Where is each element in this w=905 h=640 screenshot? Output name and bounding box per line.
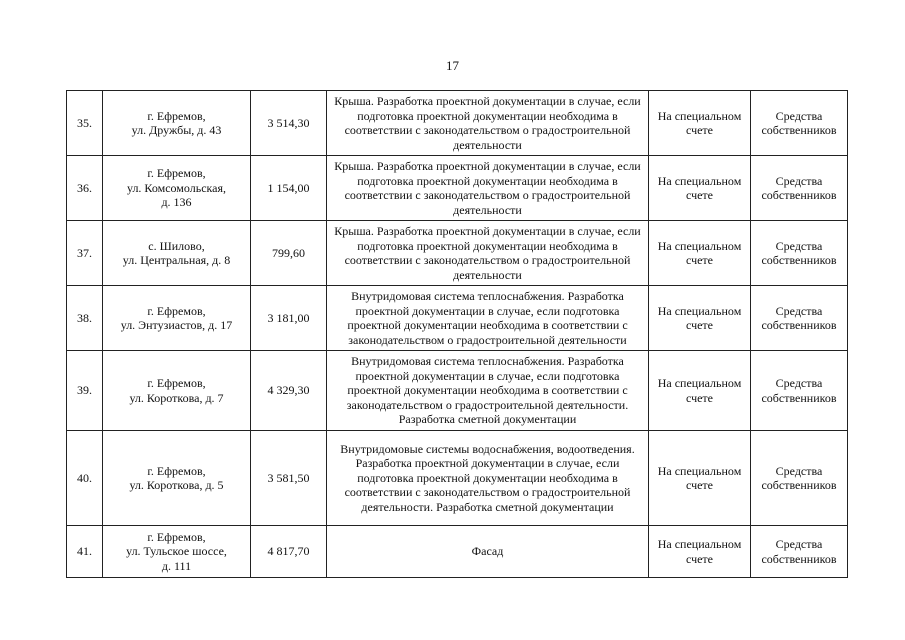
row-number: 39. xyxy=(67,351,103,431)
address-line: г. Ефремов, xyxy=(147,303,206,318)
address-cell xyxy=(103,91,251,156)
row-number: 38. xyxy=(67,286,103,351)
table-row xyxy=(67,221,848,286)
account-cell: На специальном счете xyxy=(649,351,751,431)
funding-cell: Средства собственников xyxy=(751,156,848,221)
address-line: ул. Короткова, д. 7 xyxy=(129,390,224,405)
table-row xyxy=(67,91,848,156)
row-number: 36. xyxy=(67,156,103,221)
address-cell xyxy=(103,286,251,351)
address-line: ул. Дружбы, д. 43 xyxy=(131,123,222,137)
area-cell: 3 514,30 xyxy=(251,91,327,156)
funding-cell: Средства собственников xyxy=(751,351,848,431)
account-cell: На специальном счете xyxy=(649,156,751,221)
address-line: г. Ефремов, xyxy=(147,463,206,478)
address-line: ул. Комсомольская, xyxy=(126,180,227,195)
row-number: 41. xyxy=(67,526,103,578)
area-cell: 1 154,00 xyxy=(251,156,327,221)
work-type-cell: Крыша. Разработка проектной документации в случае, если подготовка проектной документации необходима в соответствии с законодательством о градостроительной деятельности xyxy=(327,156,649,221)
work-type-cell: Внутридомовые системы водоснабжения, водоотведения. Разработка проектной документации в случае, если подготовка проектной документации необходима в соответствии с законодательством о градостроительной деятельности. Разработка сметной документации xyxy=(327,431,649,526)
address-line: ул. Короткова, д. 5 xyxy=(129,478,224,492)
table-row xyxy=(67,286,848,351)
account-cell: На специальном счете xyxy=(649,221,751,286)
address-line: г. Ефремов, xyxy=(147,108,206,123)
account-cell: На специальном счете xyxy=(649,431,751,526)
area-cell: 4 329,30 xyxy=(251,351,327,431)
work-type-cell: Крыша. Разработка проектной документации в случае, если подготовка проектной документации необходима в соответствии с законодательством о градостроительной деятельности xyxy=(327,91,649,156)
funding-cell: Средства собственников xyxy=(751,91,848,156)
work-type-cell: Крыша. Разработка проектной документации в случае, если подготовка проектной документации необходима в соответствии с законодательством о градостроительной деятельности xyxy=(327,221,649,286)
address-cell xyxy=(103,526,251,578)
page-number: 17 xyxy=(446,58,459,73)
table-row xyxy=(67,431,848,526)
address-line: г. Ефремов, xyxy=(147,529,206,544)
row-number: 35. xyxy=(67,91,103,156)
address-line: г. Ефремов, xyxy=(147,166,206,181)
address-line: с. Шилово, xyxy=(148,238,205,253)
address-cell xyxy=(103,221,251,286)
funding-cell: Средства собственников xyxy=(751,431,848,526)
table-row xyxy=(67,526,848,578)
address-line: ул. Энтузиастов, д. 17 xyxy=(120,318,233,332)
account-cell: На специальном счете xyxy=(649,526,751,578)
area-cell: 799,60 xyxy=(251,221,327,286)
row-number: 40. xyxy=(67,431,103,526)
account-cell: На специальном счете xyxy=(649,91,751,156)
address-cell xyxy=(103,156,251,221)
area-cell: 3 581,50 xyxy=(251,431,327,526)
address-line: ул. Тульское шоссе, xyxy=(126,544,227,559)
address-line: д. 111 xyxy=(161,558,192,573)
area-cell: 3 181,00 xyxy=(251,286,327,351)
address-cell xyxy=(103,431,251,526)
repair-register-table xyxy=(66,90,848,578)
area-cell: 4 817,70 xyxy=(251,526,327,578)
work-type-cell: Внутридомовая система теплоснабжения. Разработка проектной документации в случае, если подготовка проектной документации необходима в соответствии с законодательством о градостроительной деятельности xyxy=(327,286,649,351)
address-line: д. 136 xyxy=(161,195,192,210)
funding-cell: Средства собственников xyxy=(751,286,848,351)
account-cell: На специальном счете xyxy=(649,286,751,351)
funding-cell: Средства собственников xyxy=(751,526,848,578)
table-row xyxy=(67,351,848,431)
funding-cell: Средства собственников xyxy=(751,221,848,286)
address-line: г. Ефремов, xyxy=(147,376,206,390)
address-line: ул. Центральная, д. 8 xyxy=(122,253,231,267)
table-row xyxy=(67,156,848,221)
work-type-cell: Фасад xyxy=(327,526,649,578)
work-type-cell: Внутридомовая система теплоснабжения. Разработка проектной документации в случае, если подготовка проектной документации необходима в соответствии с законодательством о градостроительной деятельности. Разработка сметной документации xyxy=(327,351,649,431)
address-cell xyxy=(103,351,251,431)
row-number: 37. xyxy=(67,221,103,286)
